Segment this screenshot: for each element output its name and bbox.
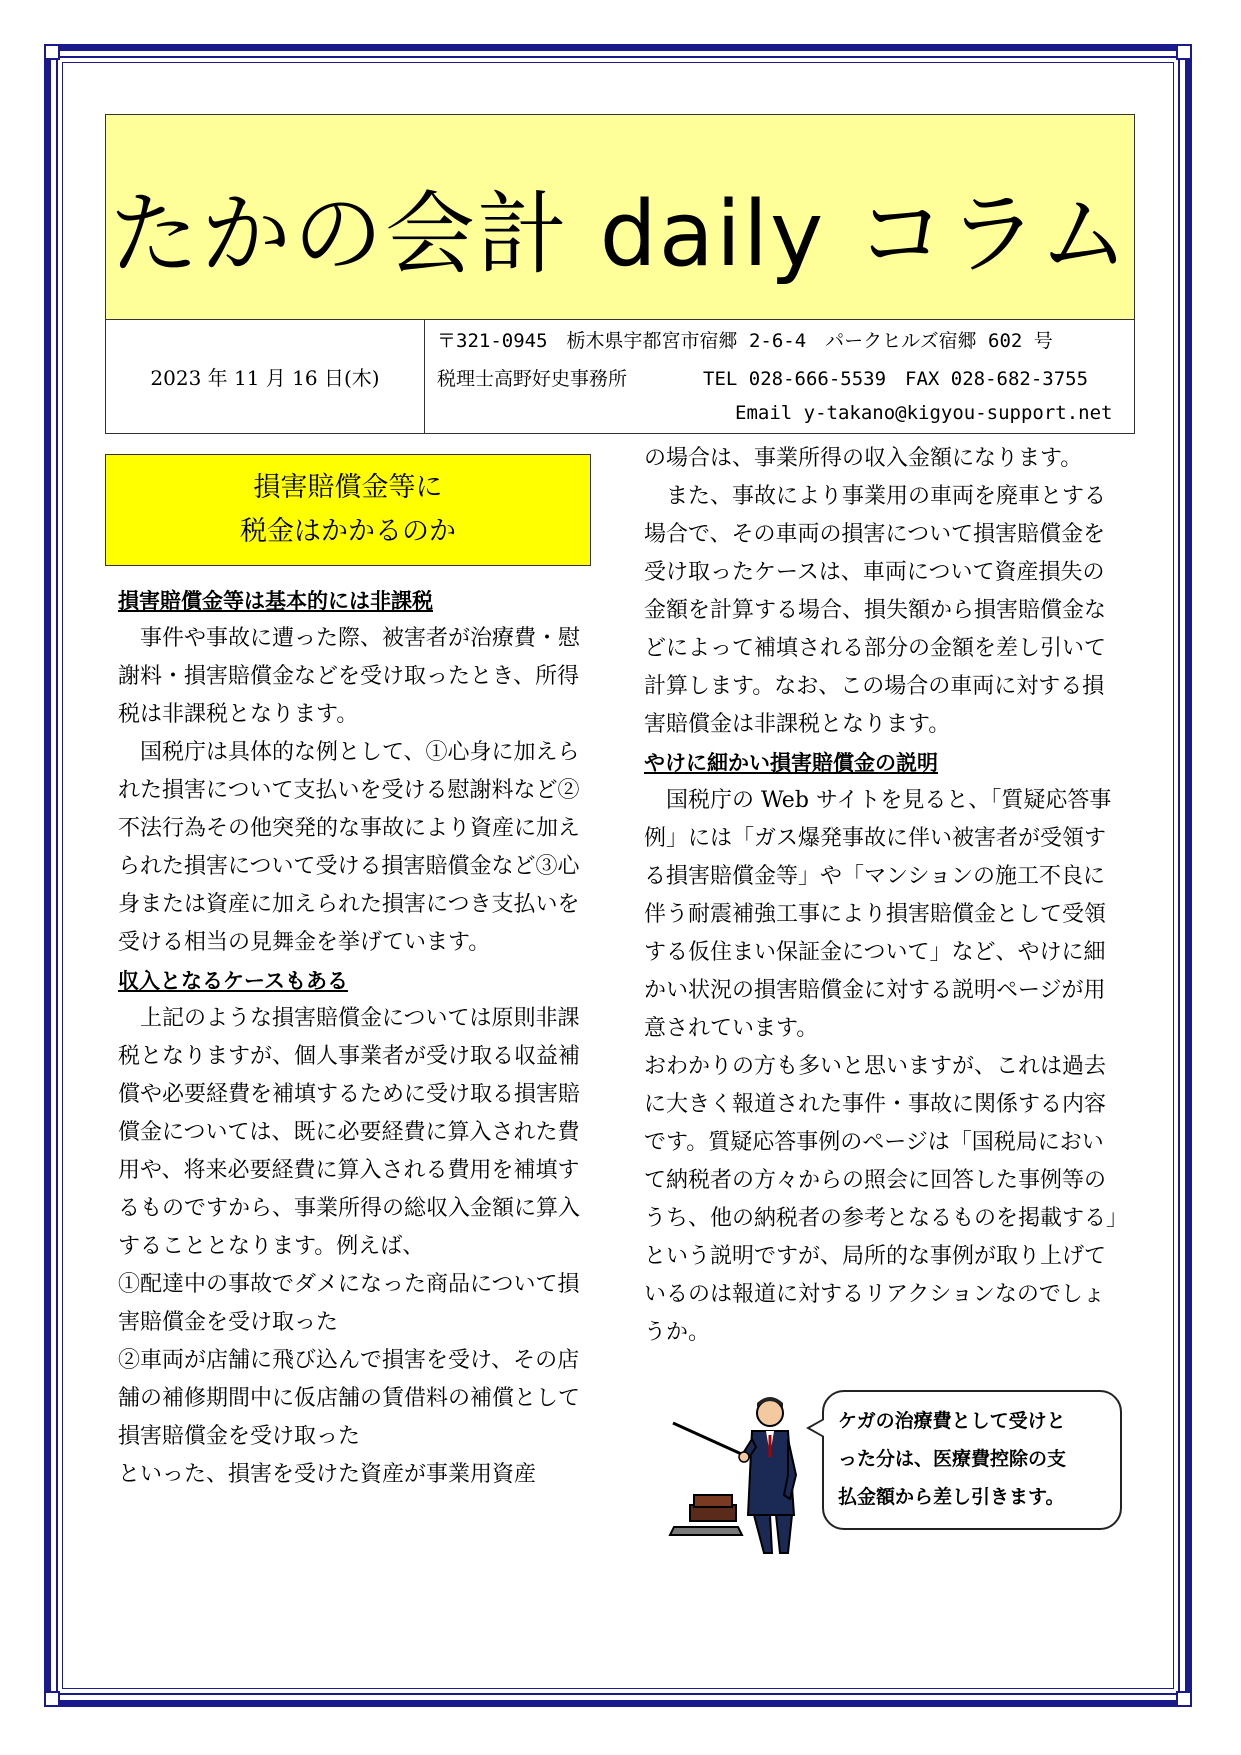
speech-bubble-line: った分は、医療費控除の支: [838, 1448, 1067, 1470]
frame-corner-top-left: [44, 44, 60, 60]
section-heading-income-cases: 収入となるケースもある: [118, 969, 348, 993]
paragraph: 国税庁は具体的な例として、①心身に加えられた損害について支払いを受ける慰謝料など②不法行為その他突発的な事故により資産に加えられた損害について受ける損害賠償金など③心身または資産に加えられた損害につき支払いを受ける相当の見舞金を挙げています。: [118, 740, 581, 955]
issue-date: 2023 年 11 月 16 日(木): [106, 320, 425, 433]
paragraph: おわかりの方も多いと思いますが、これは過去に大きく報道された事件・事故に関係する内容です。質疑応答事例のページは「国税局において納税者の方々からの照会に回答した事例等のうち、他の納税者の参考となるものを掲載する」という説明ですが、局所的な事例が取り上げているのは報道に対するリアクションなのでしょうか。: [644, 1054, 1118, 1345]
speech-bubble-line: ケガの治療費として受けと: [838, 1410, 1066, 1432]
office-email: Email y-takano@kigyou-support.net: [735, 402, 1113, 424]
office-name-phone: 税理士高野好史事務所 TEL 028-666-5539 FAX 028-682-3755: [437, 368, 1089, 390]
speech-bubble: [822, 1390, 1122, 1530]
masthead-info-row: [105, 319, 1135, 434]
list-item: ②車両が店舗に飛び込んで損害を受け、その店舗の補修期間中に仮店舗の賃借料の補償として損害賠償金を受け取った: [118, 1348, 581, 1449]
presenter-illustration-icon: [668, 1395, 808, 1555]
headline-line-2: 税金はかかるのか: [240, 516, 456, 547]
article-right-column: [644, 440, 1124, 1352]
article-left-column: [118, 582, 596, 1494]
paragraph: また、事故により事業用の車両を廃車とする場合で、その車両の損害について損害賠償金を受け取ったケースは、車両について資産損失の金額を計算する場合、損失額から損害賠償金などによって補填される部分の金額を差し引いて計算します。なお、この場合の車両に対する損害賠償金は非課税となります。: [644, 484, 1107, 737]
speech-bubble-line: 払金額から差し引きます。: [838, 1486, 1065, 1508]
section-heading-non-taxable: 損害賠償金等は基本的には非課税: [118, 589, 433, 613]
frame-corner-bottom-left: [44, 1691, 60, 1707]
list-item: ①配達中の事故でダメになった商品について損害賠償金を受け取った: [118, 1272, 580, 1335]
paragraph: 国税庁の Web サイトを見ると、「質疑応答事例」には「ガス爆発事故に伴い被害者が受領する損害賠償金等」や「マンションの施工不良に伴う耐震補強工事により損害賠償金として受領する仮住まい保証金について」など、やけに細かい状況の損害賠償金に対する説明ページが用意されています。: [644, 788, 1112, 1041]
paragraph: 上記のような損害賠償金については原則非課税となりますが、個人事業者が受け取る収益補償や必要経費を補填するために受け取る損害賠償金については、既に必要経費に算入された費用や、将来必要経費に算入される費用を補填するものですから、事業所得の総収入金額に算入することとなります。例えば、: [118, 1006, 581, 1259]
headline-line-1: 損害賠償金等に: [253, 472, 443, 503]
section-heading-detailed-explanations: やけに細かい損害賠償金の説明: [644, 751, 938, 775]
paragraph: の場合は、事業所得の収入金額になります。: [644, 446, 1083, 471]
speech-bubble-tail-inner: [810, 1420, 824, 1436]
paragraph: といった、損害を受けた資産が事業用資産: [118, 1462, 537, 1487]
contact-block: [425, 320, 1134, 433]
masthead: [105, 114, 1135, 320]
paragraph: 事件や事故に遭った際、被害者が治療費・慰謝料・損害賠償金などを受け取ったとき、所得税は非課税となります。: [118, 626, 581, 727]
office-address: 〒321-0945 栃木県宇都宮市宿郷 2-6-4 パークヒルズ宿郷 602 号: [437, 330, 1053, 352]
masthead-title: たかの会計 daily コラム: [109, 182, 1131, 287]
article-headline: [105, 454, 591, 566]
frame-corner-top-right: [1176, 44, 1192, 60]
frame-corner-bottom-right: [1176, 1691, 1192, 1707]
